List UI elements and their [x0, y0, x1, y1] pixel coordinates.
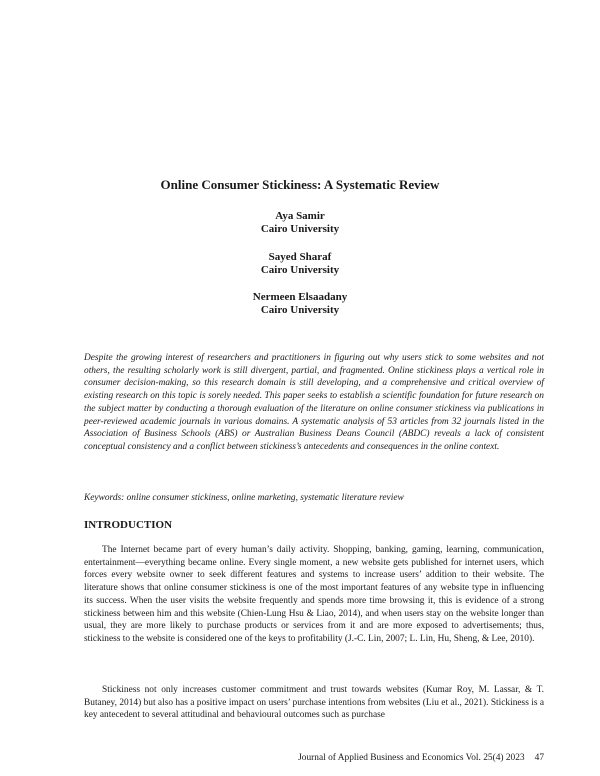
author-affiliation: Cairo University [260, 264, 340, 276]
body-paragraph: Stickiness not only increases customer commitment and trust towards websites (Kumar Roy, M. Lassar, & T. Butaney, 2014) but also has a positive impact on users’ purchase intentions from websites (Liu et al., 2021). Stickiness is a key antecedent to several attitudinal and behavioural outcomes such as purchase [84, 685, 544, 721]
author-block [0, 251, 600, 277]
paper-title: Online Consumer Stickiness: A Systematic Review [160, 177, 440, 192]
author-affiliation: Cairo University [260, 304, 340, 316]
keywords: Keywords: online consumer stickiness, online marketing, systematic literature review [84, 493, 404, 503]
body-paragraph: The Internet became part of every human’s daily activity. Shopping, banking, gaming, learning, communication, entertainment—everything became online. Every single moment, a new website gets published for internet users, which forces every website owner to seek different features and systems to increase users’ addition to their website. The literature shows that online consumer stickiness is one of the most important features of any website type in influencing its success. When the user visits the website frequently and spends more time browsing it, this is evidence of a strong stickiness between him and this website (Chien-Lung Hsu & Liao, 2014), and when users stay on the website longer than usual, they are more likely to purchase products or services from it and are more exposed to advertisements; thus, stickiness to the website is considered one of the keys to profitability (J.-C. Lin, 2007; L. Lin, Hu, Sheng, & Lee, 2010). [84, 545, 544, 644]
author-name: Nermeen Elsaadany [252, 291, 348, 303]
author-block [0, 291, 600, 317]
author-name: Sayed Sharaf [268, 251, 332, 263]
author-name: Aya Samir [275, 210, 325, 222]
section-heading-introduction: INTRODUCTION [84, 519, 173, 531]
page-number: 47 [534, 753, 544, 763]
author-block [0, 210, 600, 236]
journal-citation: Journal of Applied Business and Economics Vol. 25(4) 2023 [298, 753, 525, 763]
page-footer [260, 752, 544, 764]
abstract: Despite the growing interest of researchers and practitioners in figuring out why users stick to some websites and not others, the resulting scholarly work is still divergent, partial, and fragmented. Online stickiness plays a vertical role in consumer decision-making, so this research domain is still developing, and a comprehensive and critical overview of existing research on this topic is sorely needed. This paper seeks to establish a scientific foundation for future research on the subject matter by conducting a thorough evaluation of the literature on online consumer stickiness via publications in peer-reviewed academic journals in various domains. A systematic analysis of 53 articles from 32 journals listed in the Association of Business Schools (ABS) or Australian Business Deans Council (ABDC) reveals a lack of consistent conceptual consistency and a conflict between stickiness’s antecedents and consequences in the online context. [84, 353, 544, 452]
author-affiliation: Cairo University [260, 223, 340, 235]
